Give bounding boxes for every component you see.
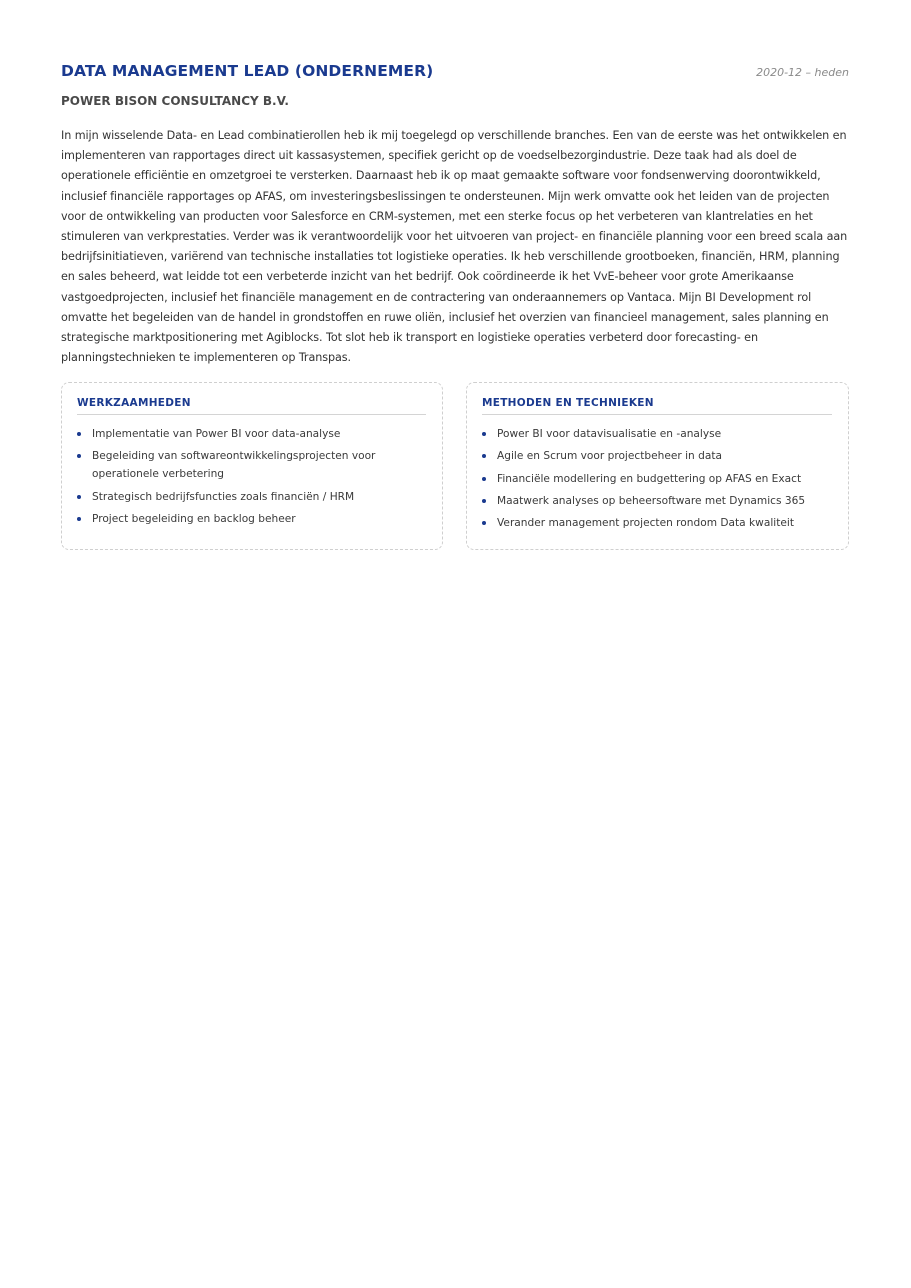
bullet-icon	[482, 454, 486, 458]
bullet-icon	[77, 432, 81, 436]
list-item-text: Financiële modellering en budgettering op AFAS en Exact	[497, 472, 802, 485]
methoden-box	[466, 382, 849, 550]
date-range: 2020-12 – heden	[756, 66, 849, 79]
list-item-text: Implementatie van Power BI voor data-analyse	[92, 428, 341, 440]
werkzaamheden-box	[61, 382, 443, 550]
bullet-icon	[77, 454, 81, 458]
list-item	[482, 447, 832, 465]
werkzaamheden-heading: WERKZAAMHEDEN	[77, 397, 426, 415]
list-item	[77, 488, 426, 506]
job-description: In mijn wisselende Data- en Lead combinatierollen heb ik mij toegelegd op verschillende branches. Een van de eerste was het ontwikkelen en implementeren van rapportages direct uit kassasystemen, specifiek gericht op de voedselbezorgindustrie. Deze taak had als doel de operationele efficiëntie en omzetgroei te versterken. Daarnaast heb ik op maat gemaakte software voor fondsenwerving doorontwikkeld, inclusief financiële rapportages op AFAS, om investeringsbeslissingen te ondersteunen. Mijn werk omvatte ook het leiden van de projecten voor de ontwikkeling van producten voor Salesforce en CRM-systemen, met een sterke focus op het verbeteren van klantrelaties en het stimuleren van verkprestaties. Verder was ik verantwoordelijk voor het uitvoeren van project- en financiële planning voor een breed scala aan bedrijfsinitiatieven, variërend van technische installaties tot logistieke operaties. Ik heb verschillende grootboeken, financiën, HRM, planning en sales beheerd, wat leidde tot een verbeterde inzicht van het bedrijf. Ook coördineerde ik het VvE-beheer voor grote Amerikaanse vastgoedprojecten, inclusief het financiële management en de contractering van onderaannemers op Vantaca. Mijn BI Development rol omvatte het begeleiden van de handel in grondstoffen en ruwe oliën, inclusief het overzien van financieel management, sales planning en strategische marktpositionering met Agiblocks. Tot slot heb ik transport en logistieke operaties verbeterd door forecasting- en planningstechnieken te implementeren op Transpas.	[61, 129, 848, 365]
list-item-text: Verander management projecten rondom Data kwaliteit	[497, 517, 794, 530]
bullet-icon	[77, 495, 81, 499]
list-item-text: Project begeleiding en backlog beheer	[92, 512, 296, 525]
bullet-icon	[77, 517, 81, 521]
list-item	[77, 425, 426, 443]
list-item-text: Maatwerk analyses op beheersoftware met Dynamics 365	[497, 494, 806, 507]
list-item-text: Strategisch bedrijfsfuncties zoals financiën / HRM	[92, 490, 355, 503]
methoden-list	[482, 425, 832, 532]
methoden-heading: METHODEN EN TECHNIEKEN	[482, 397, 832, 415]
list-item	[77, 510, 426, 528]
list-item	[482, 514, 832, 532]
list-item	[482, 470, 832, 488]
bullet-icon	[482, 477, 486, 481]
experience-entry	[61, 62, 849, 530]
job-title: DATA MANAGEMENT LEAD (ONDERNEMER)	[61, 62, 434, 80]
list-item-text: Agile en Scrum voor projectbeheer in data	[497, 450, 722, 463]
detail-boxes	[61, 382, 849, 550]
list-item	[482, 492, 832, 510]
list-item	[482, 425, 832, 443]
werkzaamheden-list	[77, 425, 426, 528]
company-name: POWER BISON CONSULTANCY B.V.	[61, 94, 289, 108]
list-item-text: Power BI voor datavisualisatie en -analyse	[497, 428, 722, 440]
bullet-icon	[482, 521, 486, 525]
list-item	[77, 447, 426, 483]
list-item-text: Begeleiding van softwareontwikkelingsprojecten voor operationele verbetering	[92, 450, 376, 481]
title-row	[61, 62, 849, 88]
bullet-icon	[482, 499, 486, 503]
bullet-icon	[482, 432, 486, 436]
